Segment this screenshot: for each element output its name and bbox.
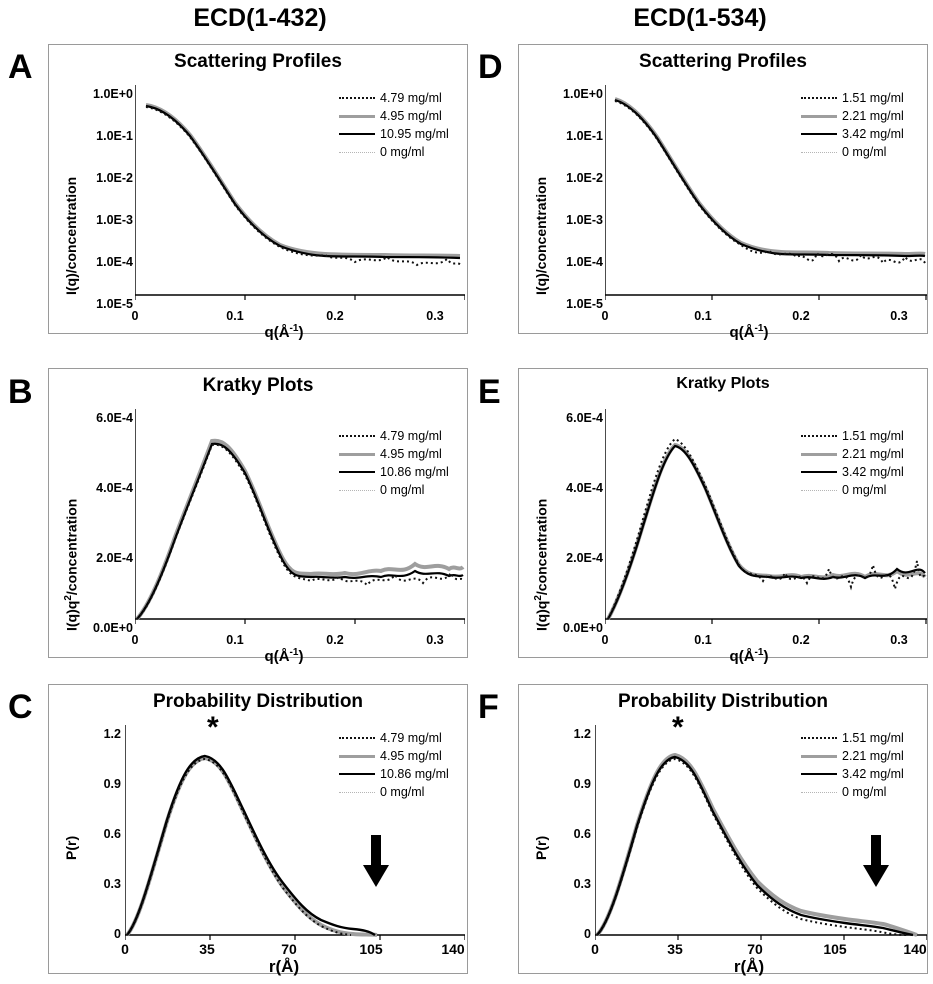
chart-title-b: Kratky Plots [202,375,314,396]
legend-label: 2.21 mg/ml [842,447,904,461]
chart-d [518,44,928,341]
chart-title-a: Scattering Profiles [174,51,342,72]
y-tick-b-3: 0.0E+0 [93,621,133,635]
y-axis-label-c: P(r) [63,835,79,860]
y-tick-e-0: 6.0E-4 [566,411,603,425]
panel-letter-d: D [478,48,503,86]
legend-item-b-1 [339,445,449,463]
legend-a [339,89,449,161]
legend-item-e-3 [801,481,904,499]
legend-line-icon [801,133,837,135]
y-tick-d-1: 1.0E-1 [566,129,603,143]
legend-line-icon [801,115,837,118]
legend-item-d-0 [801,89,904,107]
y-tick-d-0: 1.0E+0 [563,87,603,101]
legend-line-icon [801,490,837,491]
x-tick-a-3: 0.3 [426,309,444,323]
y-tick-f-1: 0.9 [573,777,591,791]
legend-line-icon [801,755,837,758]
y-axis-label-a: I(q)/concentration [63,176,79,295]
x-tick-d-2: 0.2 [792,309,810,323]
y-tick-c-2: 0.6 [103,827,121,841]
legend-item-e-2 [801,463,904,481]
x-tick-f-3: 105 [823,941,847,957]
legend-line-icon [801,453,837,456]
y-tick-b-0: 6.0E-4 [96,411,133,425]
legend-item-d-2 [801,125,904,143]
x-tick-e-0: 0 [601,633,609,647]
y-tick-d-4: 1.0E-4 [566,255,603,269]
legend-line-icon [801,737,837,739]
legend-line-icon [339,792,375,793]
x-tick-f-4: 140 [903,941,927,957]
legend-line-icon [339,133,375,135]
legend-line-icon [339,97,375,99]
y-tick-c-1: 0.9 [103,777,121,791]
legend-line-icon [801,471,837,473]
x-tick-c-1: 35 [199,941,215,957]
x-tick-d-3: 0.3 [890,309,908,323]
y-tick-a-2: 1.0E-2 [96,171,133,185]
y-tick-e-2: 2.0E-4 [566,551,603,565]
chart-title-e: Kratky Plots [676,375,770,392]
x-tick-d-0: 0 [601,309,609,323]
x-axis-label-f: r(Å) [733,957,765,976]
x-tick-c-0: 0 [121,941,129,957]
legend-item-c-3 [339,783,449,801]
legend-label: 2.21 mg/ml [842,749,904,763]
y-tick-d-5: 1.0E-5 [566,297,603,311]
legend-label: 3.42 mg/ml [842,127,904,141]
legend-item-c-1 [339,747,449,765]
legend-line-icon [801,773,837,775]
y-tick-b-2: 2.0E-4 [96,551,133,565]
legend-item-c-2 [339,765,449,783]
legend-item-f-2 [801,765,904,783]
legend-f [801,729,904,801]
y-tick-e-3: 0.0E+0 [563,621,603,635]
panel-letter-e: E [478,373,501,411]
x-tick-b-1: 0.1 [226,633,244,647]
legend-line-icon [339,152,375,153]
y-tick-e-1: 4.0E-4 [566,481,603,495]
legend-label: 0 mg/ml [842,145,887,159]
chart-b [48,368,468,665]
y-tick-a-1: 1.0E-1 [96,129,133,143]
legend-line-icon [339,453,375,456]
legend-item-a-2 [339,125,449,143]
legend-line-icon [339,490,375,491]
legend-line-icon [339,115,375,118]
legend-item-f-1 [801,747,904,765]
legend-line-icon [801,435,837,437]
legend-d [801,89,904,161]
legend-item-f-3 [801,783,904,801]
chart-f [518,684,928,974]
y-tick-b-1: 4.0E-4 [96,481,133,495]
y-tick-a-3: 1.0E-3 [96,213,133,227]
panel-letter-c: C [8,688,33,726]
panel-letter-a: A [8,48,33,86]
x-tick-a-1: 0.1 [226,309,244,323]
x-axis-label-e: $q(Å^{-1})$ [729,647,769,665]
legend-label: 4.95 mg/ml [380,447,442,461]
x-tick-c-2: 70 [281,941,297,957]
star-annotation-f: * [672,711,684,744]
legend-line-icon [339,435,375,437]
legend-line-icon [339,737,375,739]
legend-item-b-2 [339,463,449,481]
legend-label: 4.95 mg/ml [380,109,442,123]
x-axis-label-b: $q(Å^{-1})$ [264,647,304,665]
legend-label: 10.95 mg/ml [380,127,449,141]
y-tick-f-3: 0.3 [573,877,591,891]
legend-b [339,427,449,499]
x-tick-e-2: 0.2 [792,633,810,647]
y-axis-label-b: $I(q)q^2$/concentration [63,498,80,631]
y-tick-c-0: 1.2 [103,727,121,741]
legend-line-icon [339,755,375,758]
legend-item-c-0 [339,729,449,747]
x-tick-b-2: 0.2 [326,633,344,647]
legend-label: 3.42 mg/ml [842,465,904,479]
legend-line-icon [339,773,375,775]
legend-label: 10.86 mg/ml [380,767,449,781]
x-tick-a-2: 0.2 [326,309,344,323]
x-axis-label-c: r(Å) [268,957,300,976]
legend-line-icon [801,97,837,99]
panel-letter-f: F [478,688,499,726]
legend-label: 2.21 mg/ml [842,109,904,123]
legend-item-f-0 [801,729,904,747]
y-tick-f-2: 0.6 [573,827,591,841]
chart-a [48,44,468,341]
x-tick-f-2: 70 [747,941,763,957]
x-axis-label-d: $q(Å^{-1})$ [729,323,769,341]
legend-label: 4.95 mg/ml [380,749,442,763]
chart-title-c: Probability Distribution [152,691,364,712]
legend-item-b-3 [339,481,449,499]
x-tick-c-3: 105 [359,941,383,957]
legend-item-d-3 [801,143,904,161]
legend-item-a-3 [339,143,449,161]
chart-title-d: Scattering Profiles [639,51,807,72]
x-tick-a-0: 0 [131,309,139,323]
legend-line-icon [801,152,837,153]
legend-label: 0 mg/ml [380,483,425,497]
chart-e [518,368,928,665]
legend-label: 0 mg/ml [380,145,425,159]
star-annotation-c: * [207,711,219,744]
y-axis-label-d: I(q)/concentration [533,176,549,295]
x-tick-b-3: 0.3 [426,633,444,647]
legend-label: 0 mg/ml [380,785,425,799]
y-tick-c-3: 0.3 [103,877,121,891]
legend-item-e-0 [801,427,904,445]
x-tick-f-1: 35 [667,941,683,957]
legend-item-b-0 [339,427,449,445]
legend-label: 10.86 mg/ml [380,465,449,479]
legend-item-e-1 [801,445,904,463]
legend-e [801,427,904,499]
y-tick-d-2: 1.0E-2 [566,171,603,185]
legend-label: 4.79 mg/ml [380,91,442,105]
legend-line-icon [339,471,375,473]
column-title-left: ECD(1-432) [193,4,327,32]
y-axis-label-f: P(r) [533,835,549,860]
y-axis-label-e: $I(q)q^2$/concentration [533,498,550,631]
legend-label: 4.79 mg/ml [380,429,442,443]
y-tick-d-3: 1.0E-3 [566,213,603,227]
column-title-right: ECD(1-534) [633,4,767,32]
y-tick-a-4: 1.0E-4 [96,255,133,269]
legend-item-d-1 [801,107,904,125]
chart-c [48,684,468,974]
y-tick-a-0: 1.0E+0 [93,87,133,101]
legend-label: 4.79 mg/ml [380,731,442,745]
x-tick-e-3: 0.3 [890,633,908,647]
legend-label: 3.42 mg/ml [842,767,904,781]
y-tick-a-5: 1.0E-5 [96,297,133,311]
legend-label: 1.51 mg/ml [842,731,904,745]
legend-item-a-1 [339,107,449,125]
x-axis-label-a: $q(Å^{-1})$ [264,323,304,341]
x-tick-b-0: 0 [131,633,139,647]
legend-label: 1.51 mg/ml [842,429,904,443]
legend-item-a-0 [339,89,449,107]
legend-label: 0 mg/ml [842,483,887,497]
y-tick-f-4: 0 [584,927,591,941]
legend-line-icon [801,792,837,793]
x-tick-c-4: 140 [441,941,465,957]
chart-title-f: Probability Distribution [617,691,829,712]
legend-label: 1.51 mg/ml [842,91,904,105]
y-tick-c-4: 0 [114,927,121,941]
x-tick-f-0: 0 [591,941,599,957]
panel-letter-b: B [8,373,33,411]
x-tick-e-1: 0.1 [694,633,712,647]
legend-label: 0 mg/ml [842,785,887,799]
legend-c [339,729,449,801]
y-tick-f-0: 1.2 [573,727,591,741]
x-tick-d-1: 0.1 [694,309,712,323]
